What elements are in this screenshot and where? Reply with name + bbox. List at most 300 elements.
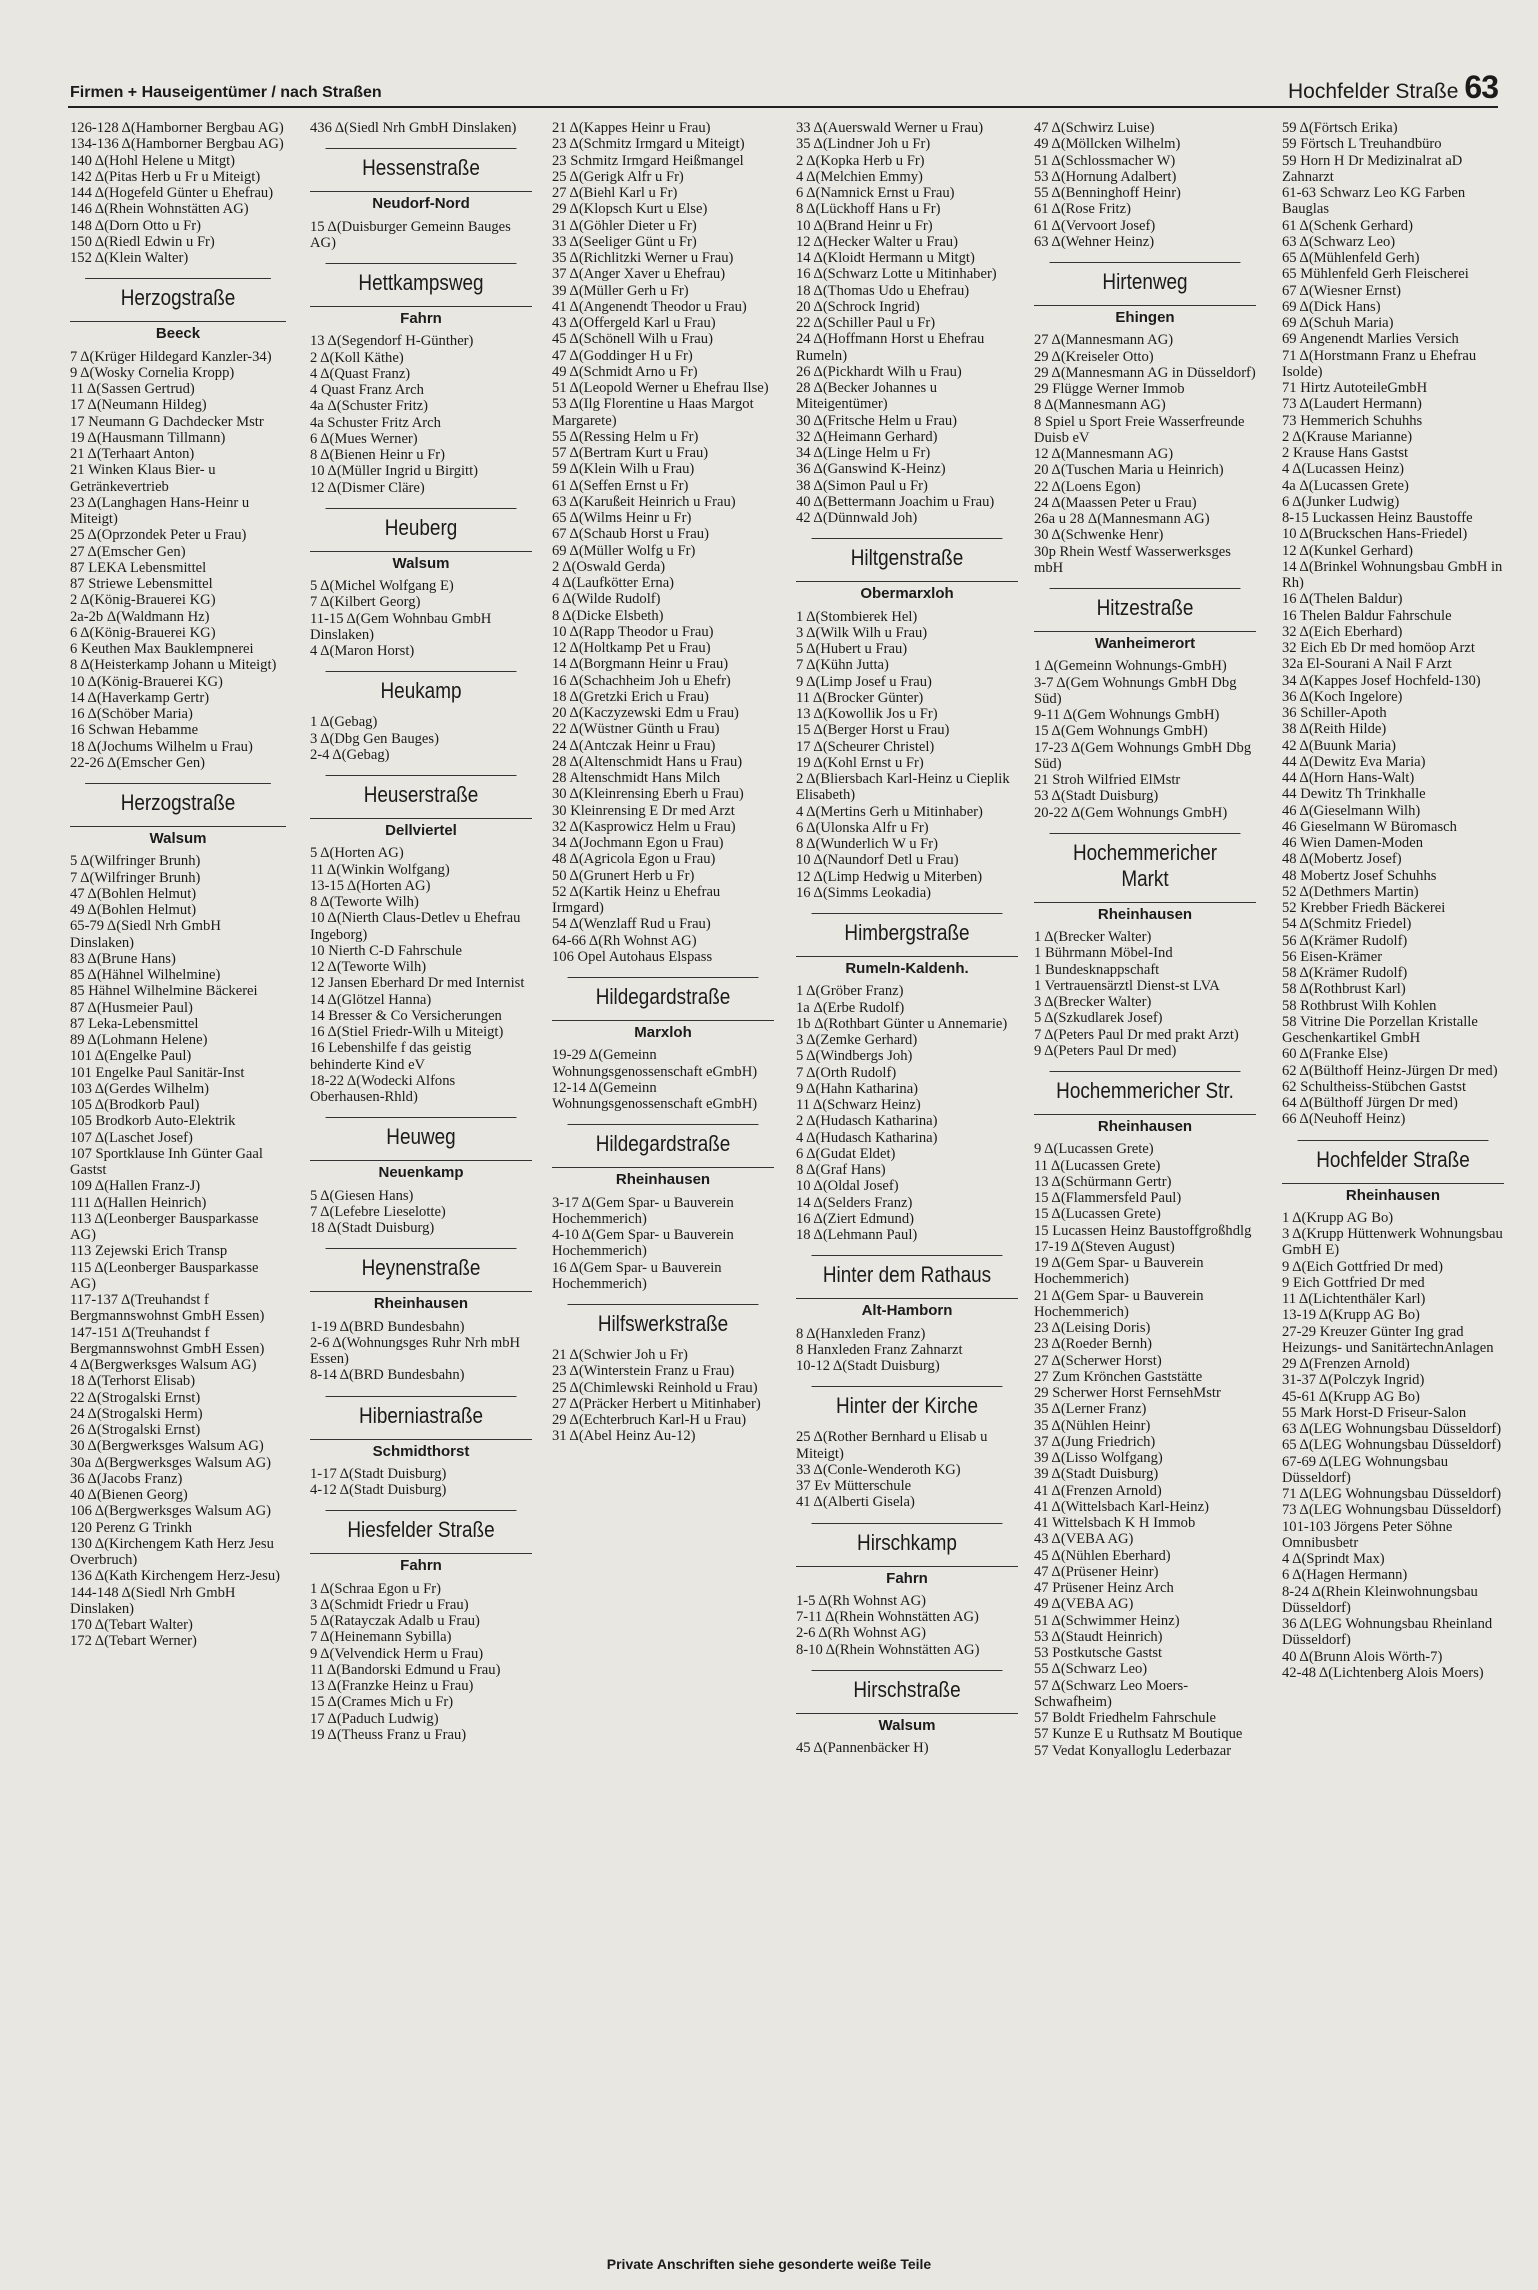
directory-entry: 134-136 Δ(Hamborner Bergbau AG): [70, 136, 284, 153]
directory-entry: 54 Δ(Wenzlaff Rud u Frau): [552, 916, 711, 933]
directory-entry: 73 Δ(Laudert Hermann): [1282, 396, 1422, 413]
directory-entry: 24 Δ(Hoffmann Horst u Ehefrau Rumeln): [796, 331, 985, 364]
directory-entry: 27 Δ(Präcker Herbert u Mitinhaber): [552, 1395, 761, 1412]
district-heading: Neuenkamp: [310, 1160, 532, 1181]
directory-entry: 5 Δ(Ratayczak Adalb u Frau): [310, 1613, 480, 1629]
directory-entry: 71 Δ(Horstmann Franz u Ehefrau Isolde): [1282, 347, 1477, 380]
directory-entry: 20-22 Δ(Gem Wohnungs GmbH): [1034, 804, 1228, 821]
directory-entry: 10-12 Δ(Stadt Duisburg): [796, 1358, 940, 1374]
directory-entry: 71 Δ(LEG Wohnungsbau Düsseldorf): [1282, 1486, 1502, 1502]
directory-entry: 36 Schiller-Apoth: [1282, 705, 1387, 721]
directory-entry: 32 Δ(Heimann Gerhard): [796, 428, 938, 445]
directory-entry: 69 Δ(Schuh Maria): [1282, 315, 1394, 331]
directory-entry: 45 Δ(Pannenbäcker H): [796, 1740, 929, 1756]
directory-entry: 19 Δ(Gem Spar- u Bauverein Hochemmerich): [1034, 1255, 1204, 1288]
directory-entry: 113 Δ(Leonberger Bausparkasse AG): [70, 1210, 259, 1243]
directory-entry: 12 Jansen Eberhard Dr med Internist: [310, 975, 525, 992]
directory-entry: 54 Δ(Schmitz Friedel): [1282, 916, 1412, 933]
directory-entry: 67 Δ(Wiesner Ernst): [1282, 282, 1402, 299]
directory-entry: 126-128 Δ(Hamborner Bergbau AG): [70, 120, 284, 136]
directory-entry: 67-69 Δ(LEG Wohnungsbau Düsseldorf): [1282, 1453, 1449, 1486]
directory-entry: 27-29 Kreuzer Günter Ing grad Heizungs- und SanitärtechnAnlagen: [1282, 1323, 1494, 1356]
directory-entry: 12 Δ(Kunkel Gerhard): [1282, 542, 1413, 559]
directory-entry: 7 Δ(Heinemann Sybilla): [310, 1629, 452, 1646]
directory-entry: 107 Δ(Laschet Josef): [70, 1129, 193, 1146]
directory-entry: 15 Lucassen Heinz Baustoffgroßhdlg: [1034, 1222, 1252, 1239]
directory-entry: 30 Δ(Bergwerksges Walsum AG): [70, 1438, 264, 1455]
directory-entry: 28 Δ(Becker Johannes u Miteigentümer): [796, 380, 938, 413]
directory-entry: 36 Δ(Jacobs Franz): [70, 1470, 183, 1487]
directory-entry: 49 Δ(Schmidt Arno u Fr): [552, 363, 698, 380]
street-heading: Hinter dem Rathaus: [812, 1255, 1003, 1294]
street-heading: Heuweg: [326, 1117, 517, 1156]
directory-entry: 19 Δ(Kohl Ernst u Fr): [796, 754, 924, 771]
directory-entry: 40 Δ(Brunn Alois Wörth-7): [1282, 1648, 1443, 1665]
street-heading: Herzogstraße: [85, 278, 271, 317]
directory-entry: 14 Δ(Kloidt Hermann u Mitgt): [796, 250, 975, 266]
directory-entry: 87 Leka-Lebensmittel: [70, 1015, 199, 1032]
directory-entry: 11 Δ(Schwarz Heinz): [796, 1097, 921, 1113]
directory-entry: 30 Δ(Schwenke Henr): [1034, 527, 1164, 544]
directory-entry: 7 Δ(Krüger Hildegard Kanzler-34): [70, 348, 272, 365]
directory-entry: 1a Δ(Erbe Rudolf): [796, 999, 905, 1016]
directory-entry: 58 Vitrine Die Porzellan Kristalle Geschenkartikel GmbH: [1282, 1013, 1478, 1046]
directory-entry: 45 Δ(Schönell Wilh u Frau): [552, 331, 713, 348]
directory-entry: 26 Δ(Strogalski Ernst): [70, 1422, 201, 1438]
directory-entry: 61 Δ(Rose Fritz): [1034, 201, 1131, 218]
directory-entry: 45-61 Δ(Krupp AG Bo): [1282, 1388, 1420, 1405]
directory-entry: 11 Δ(Sassen Gertrud): [70, 381, 195, 397]
directory-entry: 4-10 Δ(Gem Spar- u Bauverein Hochemmerich): [552, 1227, 734, 1260]
district-heading: Rheinhausen: [1034, 1114, 1256, 1135]
directory-entry: 17 Δ(Scheurer Christel): [796, 738, 935, 755]
page-footer-note: Private Anschriften siehe gesonderte weiße Teile: [606, 2256, 932, 2272]
directory-entry: 31-37 Δ(Polczyk Ingrid): [1282, 1372, 1425, 1389]
district-heading: Wanheimerort: [1034, 631, 1256, 652]
directory-entry: 18 Δ(Stadt Duisburg): [310, 1220, 435, 1236]
directory-entry: 53 Δ(Ilg Florentine u Haas Margot Margarete): [552, 396, 754, 429]
directory-entry: 6 Δ(König-Brauerei KG): [70, 624, 216, 641]
directory-entry: 1-17 Δ(Stadt Duisburg): [310, 1465, 447, 1482]
directory-entry: 3 Δ(Dbg Gen Bauges): [310, 730, 439, 747]
directory-entry: 14 Δ(Borgmann Heinr u Frau): [552, 656, 729, 673]
directory-entry: 14 Δ(Haverkamp Gertr): [70, 689, 210, 706]
directory-entry: 4a Δ(Lucassen Grete): [1282, 477, 1409, 494]
directory-entry: 46 Wien Damen-Moden: [1282, 835, 1423, 851]
directory-entry: 59 Δ(Klein Wilh u Frau): [552, 461, 695, 478]
district-heading: Neudorf-Nord: [310, 191, 532, 212]
directory-entry: 45 Δ(Nühlen Eberhard): [1034, 1547, 1171, 1564]
directory-entry: 30 Kleinrensing E Dr med Arzt: [552, 802, 735, 819]
page-header: [68, 70, 1498, 108]
directory-entry: 12 Δ(Dismer Cläre): [310, 479, 425, 496]
directory-entry: 46 Δ(Gieselmann Wilh): [1282, 802, 1421, 819]
directory-entry: 16 Schwan Hebamme: [70, 722, 199, 739]
directory-entry: 5 Δ(Giesen Hans): [310, 1187, 414, 1204]
directory-entry: 150 Δ(Riedl Edwin u Fr): [70, 233, 215, 250]
directory-entry: 3 Δ(Zemke Gerhard): [796, 1032, 918, 1048]
directory-entry: 23 Schmitz Irmgard Heißmangel: [552, 152, 744, 169]
directory-entry: 15 Δ(Duisburger Gemeinn Bauges AG): [310, 218, 511, 251]
directory-entry: 11-15 Δ(Gem Wohnbau GmbH Dinslaken): [310, 610, 492, 643]
directory-entry: 117-137 Δ(Treuhandst f Bergmannswohnst GmbH Essen): [70, 1292, 265, 1325]
directory-entry: 29 Flügge Werner Immob: [1034, 381, 1185, 397]
directory-entry: 61 Δ(Schenk Gerhard): [1282, 217, 1413, 234]
directory-entry: 59 Förtsch L Treuhandbüro: [1282, 136, 1442, 153]
directory-entry: 2 Krause Hans Gastst: [1282, 445, 1409, 461]
directory-entry: 49 Δ(Bohlen Helmut): [70, 902, 197, 918]
directory-entry: 6 Δ(Junker Ludwig): [1282, 493, 1400, 510]
header-street: Hochfelder Straße: [1287, 80, 1459, 103]
directory-entry: 148 Δ(Dorn Otto u Fr): [70, 217, 201, 234]
district-heading: Walsum: [310, 551, 532, 572]
directory-entry: 16 Δ(Schöber Maria): [70, 706, 193, 722]
district-heading: Walsum: [70, 826, 286, 847]
directory-entry: 51 Δ(Leopold Werner u Ehefrau Ilse): [552, 380, 769, 396]
directory-column-3: [552, 120, 774, 2250]
street-heading: Heuberg: [326, 508, 517, 547]
directory-entry: 55 Δ(Benninghoff Heinr): [1034, 185, 1181, 201]
directory-entry: 53 Δ(Hornung Adalbert): [1034, 168, 1177, 185]
directory-entry: 1 Bührmann Möbel-Ind: [1034, 945, 1173, 962]
directory-entry: 65-79 Δ(Siedl Nrh GmbH Dinslaken): [70, 918, 221, 951]
directory-entry: 8-24 Δ(Rhein Kleinwohnungsbau Düsseldorf): [1282, 1583, 1478, 1616]
directory-entry: 16 Δ(Schwarz Lotte u Mitinhaber): [796, 266, 997, 283]
directory-entry: 53 Δ(Stadt Duisburg): [1034, 788, 1159, 805]
directory-entry: 30a Δ(Bergwerksges Walsum AG): [70, 1454, 272, 1471]
directory-entry: 140 Δ(Hohl Helene u Mitgt): [70, 152, 236, 169]
directory-entry: 10 Δ(Nierth Claus-Detlev u Ehefrau Ingeborg): [310, 910, 521, 943]
directory-entry: 42-48 Δ(Lichtenberg Alois Moers): [1282, 1664, 1484, 1681]
directory-entry: 8 Δ(Teworte Wilh): [310, 894, 419, 910]
directory-entry: 1-19 Δ(BRD Bundesbahn): [310, 1318, 465, 1335]
header-street-range: [1288, 69, 1498, 106]
directory-entry: 142 Δ(Pitas Herb u Fr u Miteigt): [70, 168, 261, 185]
directory-entry: 16 Δ(Stiel Friedr-Wilh u Miteigt): [310, 1024, 504, 1040]
directory-entry: 5 Δ(Windbergs Joh): [796, 1048, 913, 1065]
district-heading: Fahrn: [796, 1566, 1018, 1587]
directory-entry: 55 Δ(Schwarz Leo): [1034, 1661, 1148, 1678]
directory-entry: 65 Δ(Mühlenfeld Gerh): [1282, 250, 1420, 266]
directory-entry: 6 Δ(Wilde Rudolf): [552, 591, 661, 608]
directory-entry: 8 Δ(Mannesmann AG): [1034, 397, 1166, 414]
directory-entry: 9 Δ(Velvendick Herm u Frau): [310, 1645, 484, 1662]
directory-entry: 16 Δ(Simms Leokadia): [796, 884, 932, 901]
directory-column-4: [796, 120, 1018, 2250]
directory-entry: 22 Δ(Strogalski Ernst): [70, 1389, 201, 1406]
directory-entry: 1 Δ(Gemeinn Wohnungs-GmbH): [1034, 658, 1227, 675]
directory-entry: 26 Δ(Pickhardt Wilh u Frau): [796, 363, 962, 380]
directory-entry: 9 Δ(Eich Gottfried Dr med): [1282, 1258, 1443, 1275]
directory-entry: 24 Δ(Antczak Heinr u Frau): [552, 737, 716, 754]
directory-entry: 38 Δ(Reith Hilde): [1282, 721, 1387, 738]
directory-entry: 29 Δ(Mannesmann AG in Düsseldorf): [1034, 364, 1256, 381]
directory-entry: 34 Δ(Kappes Josef Hochfeld-130): [1282, 672, 1481, 689]
directory-entry: 44 Dewitz Th Trinkhalle: [1282, 786, 1426, 803]
directory-entry: 2 Δ(Oswald Gerda): [552, 558, 666, 575]
directory-entry: 27 Zum Krönchen Gaststätte: [1034, 1368, 1203, 1385]
directory-entry: 1 Δ(Brecker Walter): [1034, 929, 1152, 945]
street-heading: Hochemmericher Markt: [1050, 833, 1241, 898]
directory-entry: 15 Δ(Flammersfeld Paul): [1034, 1190, 1182, 1206]
directory-entry: 1 Δ(Stombierek Hel): [796, 608, 918, 625]
directory-entry: 47 Δ(Prüsener Heinr): [1034, 1563, 1159, 1580]
directory-entry: 1 Bundesknappschaft: [1034, 961, 1160, 978]
directory-entry: 5 Δ(Horten AG): [310, 845, 404, 862]
directory-entry: 10 Δ(Bruckschen Hans-Friedel): [1282, 526, 1468, 543]
directory-entry: 2 Δ(Hudasch Katharina): [796, 1113, 938, 1130]
directory-entry: 56 Δ(Krämer Rudolf): [1282, 932, 1408, 949]
directory-entry: 1 Vertrauensärztl Dienst-st LVA: [1034, 977, 1220, 994]
directory-entry: 6 Δ(Ulonska Alfr u Fr): [796, 819, 929, 836]
district-heading: Rheinhausen: [1282, 1183, 1504, 1204]
directory-entry: 35 Δ(Nühlen Heinr): [1034, 1417, 1151, 1434]
directory-entry: 51 Δ(Schlossmacher W): [1034, 152, 1176, 169]
directory-entry: 3 Δ(Schmidt Friedr u Frau): [310, 1596, 469, 1613]
street-heading: Heukamp: [326, 671, 517, 710]
directory-entry: 115 Δ(Leonberger Bausparkasse AG): [70, 1259, 259, 1292]
directory-entry: 30p Rhein Westf Wasserwerksges mbH: [1034, 543, 1231, 576]
directory-entry: 6 Δ(Hagen Hermann): [1282, 1567, 1408, 1584]
directory-entry: 16 Δ(Ziert Edmund): [796, 1210, 915, 1227]
directory-entry: 57 Boldt Friedhelm Fahrschule: [1034, 1710, 1216, 1726]
directory-entry: 3-7 Δ(Gem Wohnungs GmbH Dbg Süd): [1034, 674, 1237, 707]
directory-entry: 22 Δ(Loens Egon): [1034, 478, 1141, 495]
directory-entry: 9 Δ(Peters Paul Dr med): [1034, 1042, 1177, 1059]
directory-entry: 3-17 Δ(Gem Spar- u Bauverein Hochemmerich): [552, 1194, 734, 1227]
directory-entry: 33 Δ(Seeliger Günt u Fr): [552, 233, 697, 250]
directory-entry: 12-14 Δ(Gemeinn Wohnungsgenossenschaft eGmbH): [552, 1079, 758, 1112]
directory-entry: 33 Δ(Conle-Wenderoth KG): [796, 1461, 961, 1478]
directory-entry: 12 Δ(Teworte Wilh): [310, 959, 427, 975]
directory-entry: 14 Bresser & Co Versicherungen: [310, 1007, 502, 1024]
directory-entry: 8 Δ(Lückhoff Hans u Fr): [796, 201, 941, 218]
directory-entry: 3 Δ(Krupp Hüttenwerk Wohnungsbau GmbH E): [1282, 1226, 1503, 1259]
directory-entry: 63 Δ(Schwarz Leo): [1282, 233, 1396, 250]
directory-entry: 436 Δ(Siedl Nrh GmbH Dinslaken): [310, 120, 517, 136]
directory-entry: 20 Δ(Schrock Ingrid): [796, 298, 920, 315]
directory-entry: 3 Δ(Brecker Walter): [1034, 994, 1152, 1010]
directory-entry: 32 Δ(Kasprowicz Helm u Frau): [552, 818, 736, 835]
directory-entry: 8-15 Luckassen Heinz Baustoffe: [1282, 510, 1473, 526]
street-heading: Herzogstraße: [85, 783, 271, 822]
directory-entry: 136 Δ(Kath Kirchengem Herz-Jesu): [70, 1568, 280, 1585]
street-heading: Hiberniastraße: [326, 1396, 517, 1435]
directory-entry: 2 Δ(Bliersbach Karl-Heinz u Cieplik Elisabeth): [796, 771, 1010, 804]
directory-entry: 12 Δ(Mannesmann AG): [1034, 446, 1174, 462]
directory-entry: 31 Δ(Göhler Dieter u Fr): [552, 217, 697, 234]
street-heading: Hildegardstraße: [568, 1124, 759, 1163]
directory-entry: 4 Δ(Melchien Emmy): [796, 168, 923, 185]
directory-entry: 4 Δ(Maron Horst): [310, 643, 415, 659]
directory-entry: 32 Eich Eb Dr med homöop Arzt: [1282, 640, 1475, 656]
directory-entry: 61-63 Schwarz Leo KG Farben Bauglas: [1282, 185, 1466, 218]
directory-entry: 27 Δ(Emscher Gen): [70, 543, 186, 560]
directory-entry: 144-148 Δ(Siedl Nrh GmbH Dinslaken): [70, 1584, 236, 1617]
directory-entry: 71 Hirtz AutoteileGmbH: [1282, 380, 1428, 396]
directory-entry: 111 Δ(Hallen Heinrich): [70, 1194, 207, 1211]
directory-entry: 113 Zejewski Erich Transp: [70, 1243, 228, 1260]
district-heading: Fahrn: [310, 306, 532, 327]
directory-entry: 35 Δ(Lindner Joh u Fr): [796, 136, 931, 153]
directory-entry: 10 Δ(König-Brauerei KG): [70, 673, 223, 690]
directory-entry: 61 Δ(Vervoort Josef): [1034, 217, 1156, 234]
directory-entry: 29 Scherwer Horst FernsehMstr: [1034, 1385, 1221, 1401]
directory-entry: 2-6 Δ(Wohnungsges Ruhr Nrh mbH Essen): [310, 1334, 521, 1367]
directory-entry: 52 Δ(Dethmers Martin): [1282, 883, 1419, 900]
district-heading: Dellviertel: [310, 818, 532, 839]
directory-entry: 5 Δ(Szkudlarek Josef): [1034, 1010, 1163, 1027]
directory-entry: 28 Altenschmidt Hans Milch: [552, 770, 721, 786]
directory-entry: 87 Striewe Lebensmittel: [70, 576, 213, 592]
district-heading: Fahrn: [310, 1553, 532, 1574]
district-heading: Rheinhausen: [552, 1167, 774, 1188]
directory-entry: 44 Δ(Dewitz Eva Maria): [1282, 753, 1426, 770]
directory-entry: 18 Δ(Jochums Wilhelm u Frau): [70, 738, 253, 755]
page-number: 63: [1464, 69, 1498, 105]
directory-entry: 4a Schuster Fritz Arch: [310, 414, 441, 431]
directory-entry: 57 Δ(Schwarz Leo Moers-Schwafheim): [1034, 1677, 1189, 1710]
directory-entry: 109 Δ(Hallen Franz-J): [70, 1178, 201, 1195]
district-heading: Ehingen: [1034, 305, 1256, 326]
directory-entry: 15 Δ(Lucassen Grete): [1034, 1206, 1161, 1223]
directory-entry: 41 Wittelsbach K H Immob: [1034, 1515, 1196, 1531]
directory-entry: 73 Hemmerich Schuhhs: [1282, 412, 1423, 429]
directory-entry: 89 Δ(Lohmann Helene): [70, 1032, 208, 1048]
district-heading: Rheinhausen: [310, 1291, 532, 1312]
directory-entry: 147-151 Δ(Treuhandst f Bergmannswohnst GmbH Essen): [70, 1324, 265, 1357]
directory-entry: 12 Δ(Hecker Walter u Frau): [796, 233, 958, 250]
directory-entry: 14 Δ(Glötzel Hanna): [310, 991, 432, 1008]
directory-entry: 5 Δ(Hubert u Frau): [796, 641, 908, 657]
directory-entry: 170 Δ(Tebart Walter): [70, 1617, 193, 1633]
directory-entry: 15 Δ(Gem Wohnungs GmbH): [1034, 723, 1208, 740]
directory-entry: 4-12 Δ(Stadt Duisburg): [310, 1482, 447, 1498]
directory-entry: 4 Δ(Quast Franz): [310, 365, 411, 382]
directory-entry: 66 Δ(Neuhoff Heinz): [1282, 1111, 1406, 1128]
header-section-title: Firmen + Hauseigentümer / nach Straßen: [70, 84, 382, 101]
directory-entry: 63 Δ(LEG Wohnungsbau Düsseldorf): [1282, 1421, 1502, 1437]
directory-entry: 23 Δ(Winterstein Franz u Frau): [552, 1363, 735, 1380]
directory-entry: 60 Δ(Franke Else): [1282, 1046, 1388, 1063]
directory-entry: 8-10 Δ(Rhein Wohnstätten AG): [796, 1641, 980, 1658]
directory-entry: 51 Δ(Schwimmer Heinz): [1034, 1612, 1180, 1629]
directory-entry: 50 Δ(Grunert Herb u Fr): [552, 867, 695, 884]
district-heading: Marxloh: [552, 1020, 774, 1041]
district-heading: Beeck: [70, 321, 286, 342]
directory-entry: 18 Δ(Lehmann Paul): [796, 1227, 918, 1243]
directory-entry: 9 Δ(Hahn Katharina): [796, 1080, 919, 1097]
directory-entry: 7 Δ(Wilfringer Brunh): [70, 869, 201, 886]
directory-entry: 8 Δ(Graf Hans): [796, 1162, 886, 1178]
directory-entry: 17 Δ(Neumann Hildeg): [70, 397, 207, 414]
directory-entry: 7 Δ(Kilbert Georg): [310, 594, 421, 611]
directory-entry: 2-4 Δ(Gebag): [310, 746, 390, 763]
directory-entry: 53 Δ(Staudt Heinrich): [1034, 1628, 1163, 1645]
directory-entry: 47 Δ(Schwirz Luise): [1034, 120, 1155, 136]
directory-entry: 64-66 Δ(Rh Wohnst AG): [552, 932, 697, 949]
directory-entry: 63 Δ(Wehner Heinz): [1034, 233, 1155, 250]
directory-entry: 20 Δ(Kaczyzewski Edm u Frau): [552, 705, 739, 721]
directory-entry: 7-11 Δ(Rhein Wohnstätten AG): [796, 1609, 979, 1625]
directory-entry: 21 Δ(Kappes Heinr u Frau): [552, 120, 711, 136]
directory-entry: 23 Δ(Langhagen Hans-Heinr u Miteigt): [70, 494, 250, 527]
directory-entry: 2-6 Δ(Rh Wohnst AG): [796, 1625, 926, 1642]
directory-entry: 3 Δ(Wilk Wilh u Frau): [796, 624, 928, 641]
directory-entry: 9 Δ(Limp Josef u Frau): [796, 673, 932, 690]
directory-entry: 49 Δ(Möllcken Wilhelm): [1034, 136, 1181, 153]
directory-entry: 15 Δ(Crames Mich u Fr): [310, 1694, 454, 1711]
directory-entry: 40 Δ(Bienen Georg): [70, 1487, 188, 1503]
directory-entry: 67 Δ(Schaub Horst u Frau): [552, 526, 709, 543]
directory-entry: 21 Δ(Gem Spar- u Bauverein Hochemmerich): [1034, 1287, 1204, 1320]
directory-entry: 23 Δ(Roeder Bernh): [1034, 1336, 1152, 1353]
directory-entry: 8 Δ(Wunderlich W u Fr): [796, 836, 939, 852]
directory-entry: 10 Δ(Brand Heinr u Fr): [796, 217, 933, 234]
directory-entry: 17-19 Δ(Steven August): [1034, 1238, 1175, 1255]
directory-entry: 106 Δ(Bergwerksges Walsum AG): [70, 1503, 272, 1520]
district-heading: Schmidthorst: [310, 1439, 532, 1460]
district-heading: Obermarxloh: [796, 581, 1018, 602]
street-heading: Hochemmericher Str.: [1050, 1071, 1241, 1110]
directory-entry: 63 Δ(Karußeit Heinrich u Frau): [552, 493, 736, 510]
street-heading: Hessenstraße: [326, 148, 517, 187]
directory-entry: 16 Δ(Schachheim Joh u Ehefr): [552, 672, 731, 689]
directory-entry: 11 Δ(Lucassen Grete): [1034, 1157, 1161, 1174]
directory-entry: 19-29 Δ(Gemeinn Wohnungsgenossenschaft eGmbH): [552, 1047, 758, 1080]
directory-entry: 144 Δ(Hogefeld Günter u Ehefrau): [70, 185, 274, 201]
directory-entry: 41 Δ(Wittelsbach Karl-Heinz): [1034, 1498, 1209, 1515]
directory-entry: 25 Δ(Gerigk Alfr u Fr): [552, 168, 684, 185]
directory-entry: 25 Δ(Chimlewski Reinhold u Frau): [552, 1379, 758, 1396]
directory-entry: 26a u 28 Δ(Mannesmann AG): [1034, 511, 1210, 527]
directory-entry: 152 Δ(Klein Walter): [70, 250, 189, 266]
directory-entry: 2 Δ(König-Brauerei KG): [70, 592, 216, 609]
directory-entry: 18-22 Δ(Wodecki Alfons Oberhausen-Rhld): [310, 1072, 456, 1105]
directory-entry: 43 Δ(Offergeld Karl u Frau): [552, 315, 716, 331]
directory-entry: 37 Δ(Anger Xaver u Ehefrau): [552, 266, 726, 283]
directory-entry: 13 Δ(Franzke Heinz u Frau): [310, 1678, 474, 1694]
directory-entry: 62 Schultheiss-Stübchen Gastst: [1282, 1078, 1467, 1095]
directory-entry: 4 Δ(Hudasch Katharina): [796, 1129, 938, 1146]
directory-entry: 9-11 Δ(Gem Wohnungs GmbH): [1034, 707, 1220, 723]
directory-entry: 4 Δ(Sprindt Max): [1282, 1551, 1385, 1567]
directory-entry: 6 Δ(Gudat Eldet): [796, 1145, 896, 1162]
directory-entry: 24 Δ(Maassen Peter u Frau): [1034, 494, 1197, 511]
directory-entry: 29 Δ(Klopsch Kurt u Else): [552, 201, 708, 218]
directory-entry: 62 Δ(Bülthoff Heinz-Jürgen Dr med): [1282, 1062, 1498, 1079]
directory-entry: 37 Ev Mütterschule: [796, 1478, 912, 1494]
directory-entry: 15 Δ(Berger Horst u Frau): [796, 722, 950, 739]
directory-entry: 29 Δ(Echterbruch Karl-H u Frau): [552, 1412, 747, 1428]
district-heading: Alt-Hamborn: [796, 1298, 1018, 1319]
directory-entry: 103 Δ(Gerdes Wilhelm): [70, 1080, 210, 1097]
directory-entry: 32 Δ(Eich Eberhard): [1282, 623, 1403, 640]
directory-entry: 28 Δ(Altenschmidt Hans u Frau): [552, 753, 743, 770]
directory-entry: 130 Δ(Kirchengem Kath Herz Jesu Overbruch): [70, 1535, 274, 1568]
street-heading: Hildegardstraße: [568, 977, 759, 1016]
directory-entry: 42 Δ(Dünnwald Joh): [796, 510, 918, 526]
street-heading: Hochfelder Straße: [1298, 1140, 1489, 1179]
directory-entry: 11 Δ(Lichtenthäler Karl): [1282, 1291, 1426, 1307]
directory-entry: 21 Winken Klaus Bier- u Getränkevertrieb: [70, 462, 216, 495]
directory-entry: 13 Δ(Segendorf H-Günther): [310, 333, 474, 350]
directory-entry: 42 Δ(Buunk Maria): [1282, 737, 1396, 754]
directory-entry: 57 Δ(Bertram Kurt u Frau): [552, 445, 709, 461]
directory-entry: 85 Hähnel Wilhelmine Bäckerei: [70, 983, 258, 1000]
directory-entry: 12 Δ(Holtkamp Pet u Frau): [552, 640, 711, 656]
directory-entry: 101 Δ(Engelke Paul): [70, 1048, 192, 1065]
